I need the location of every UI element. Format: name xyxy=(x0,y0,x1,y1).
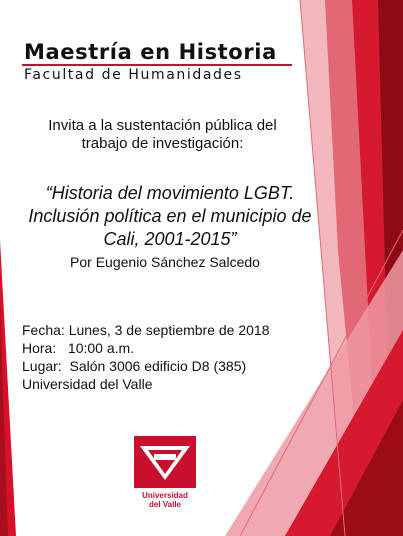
university-logo-icon xyxy=(134,436,196,488)
event-institution: Universidad del Valle xyxy=(22,376,153,392)
thesis-title-line-1: “Historia del movimiento LGBT. xyxy=(45,183,295,203)
thesis-author: Por Eugenio Sánchez Salcedo xyxy=(70,254,260,270)
logo-text-line-1: Universidad xyxy=(142,491,188,500)
title-underline xyxy=(22,64,292,66)
thesis-title-line-3: Cali, 2001-2015” xyxy=(103,229,237,249)
invitation-line-2: trabajo de investigación: xyxy=(81,135,244,152)
faculty-subtitle: Facultad de Humanidades xyxy=(24,67,243,83)
event-place: Lugar: Salón 3006 edificio D8 (385) xyxy=(22,358,247,374)
event-time: Hora: 10:00 a.m. xyxy=(22,340,135,356)
program-title: Maestría en Historia xyxy=(24,40,277,64)
logo-text-line-2: del Valle xyxy=(148,500,182,509)
event-date: Fecha: Lunes, 3 de septiembre de 2018 xyxy=(22,322,270,338)
invitation-line-1: Invita a la sustentación pública del xyxy=(48,117,277,134)
thesis-title-line-2: Inclusión política en el municipio de xyxy=(28,206,312,226)
